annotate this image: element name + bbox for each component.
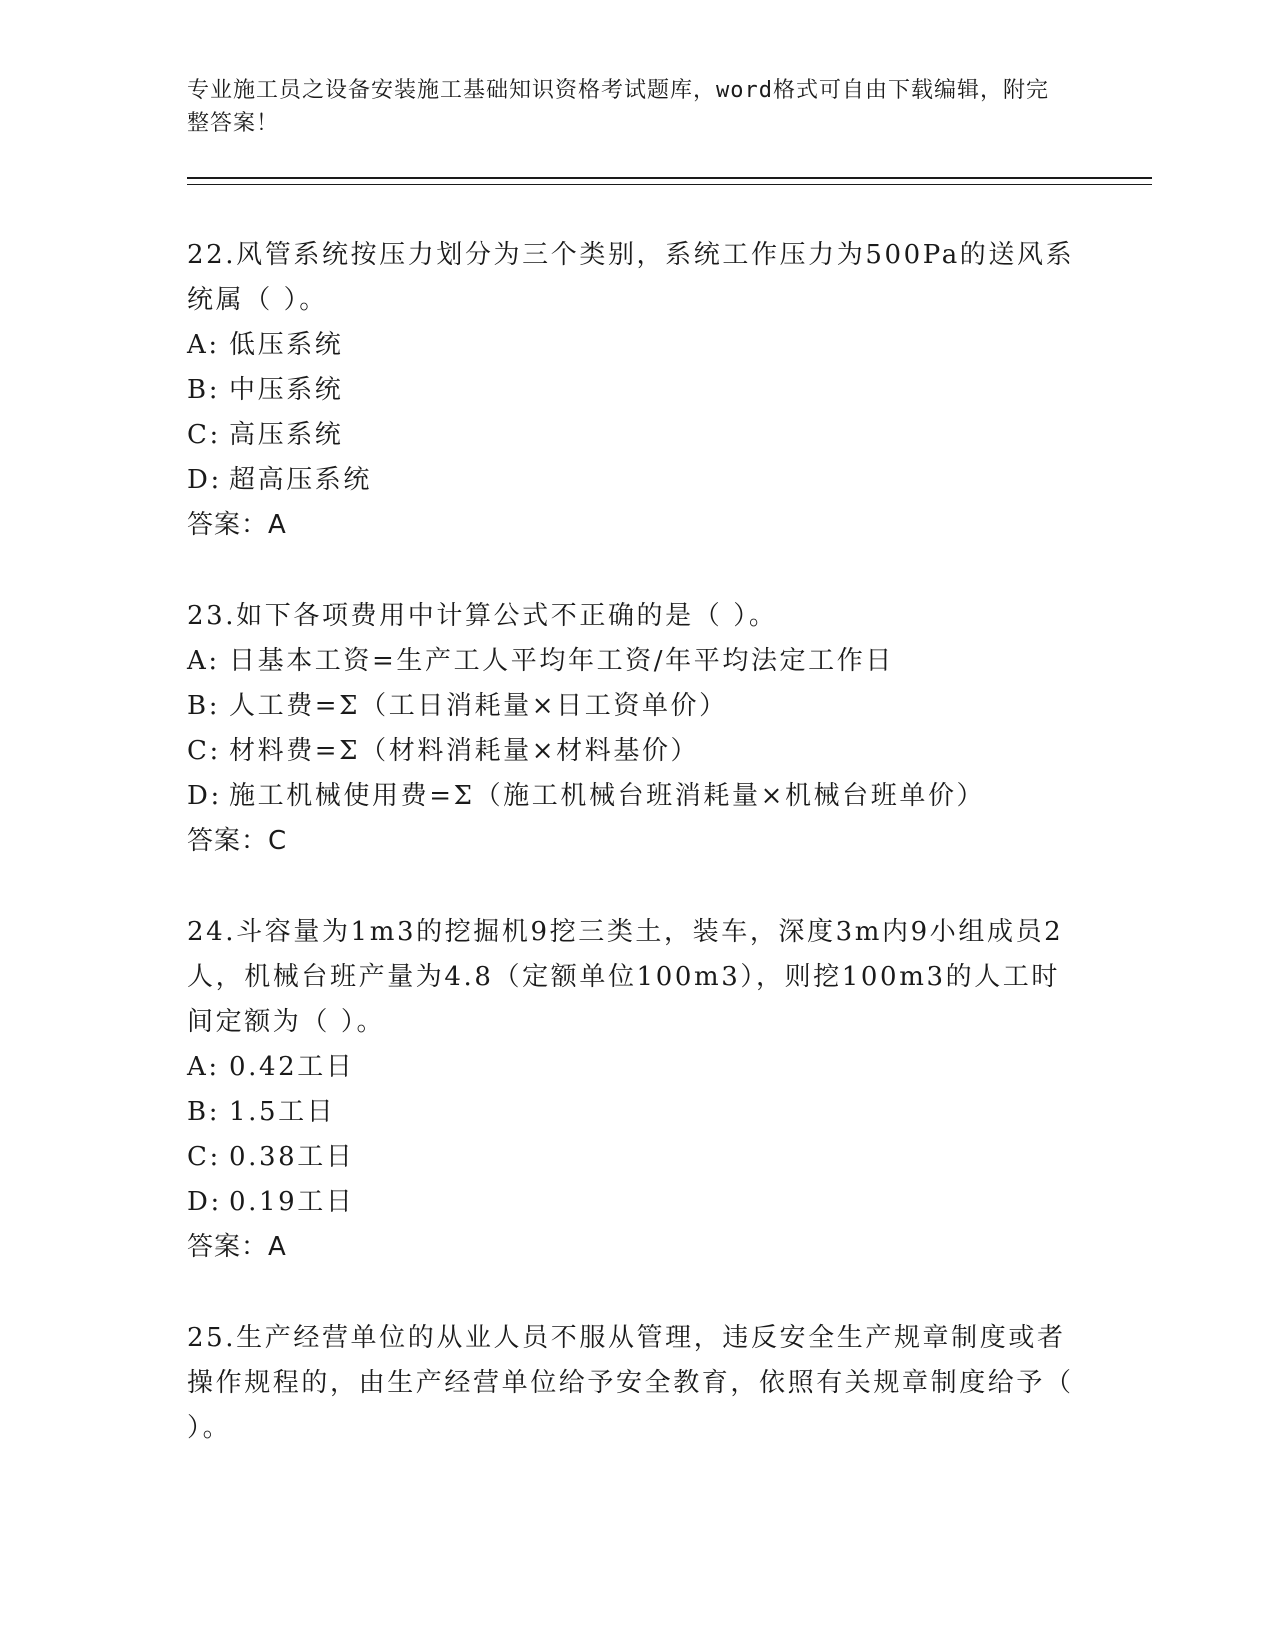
question-25 [187, 1316, 1087, 1451]
header-divider [187, 177, 1152, 185]
option-c [187, 729, 1087, 774]
option-c [187, 413, 1087, 458]
option-d [187, 774, 1087, 819]
option-text: 人工费=Σ（工日消耗量×日工资单价） [229, 691, 728, 721]
option-text: 中压系统 [229, 375, 344, 405]
option-b [187, 684, 1087, 729]
option-d [187, 458, 1087, 503]
option-letter: D: [187, 781, 222, 811]
option-text: 0.19工日 [229, 1187, 355, 1217]
option-c [187, 1135, 1087, 1180]
option-letter: C: [187, 1142, 221, 1172]
option-a [187, 639, 1087, 684]
option-letter: A: [187, 1052, 220, 1082]
option-letter: C: [187, 420, 221, 450]
option-d [187, 1180, 1087, 1225]
option-b [187, 368, 1087, 413]
option-text: 日基本工资=生产工人平均年工资/年平均法定工作日 [229, 646, 894, 676]
option-text: 0.38工日 [229, 1142, 355, 1172]
option-letter: D: [187, 465, 222, 495]
document-header: 专业施工员之设备安装施工基础知识资格考试题库，word格式可自由下载编辑，附完整答案！ [187, 78, 1049, 136]
option-text: 施工机械使用费=Σ（施工机械台班消耗量×机械台班单价） [229, 781, 986, 811]
option-text: 材料费=Σ（材料消耗量×材料基价） [229, 736, 700, 766]
question-list [187, 233, 1087, 1497]
option-b [187, 1090, 1087, 1135]
option-a [187, 1045, 1087, 1090]
answer-line: 答案：C [187, 826, 288, 856]
question-stem: 23.如下各项费用中计算公式不正确的是（ ）。 [187, 601, 778, 631]
question-stem: 25.生产经营单位的从业人员不服从管理，违反安全生产规章制度或者操作规程的，由生产经营单位给予安全教育，依照有关规章制度给予（ ）。 [187, 1323, 1074, 1443]
question-23 [187, 594, 1087, 864]
option-letter: B: [187, 375, 221, 405]
option-letter: A: [187, 330, 220, 360]
question-22 [187, 233, 1087, 548]
option-letter: B: [187, 691, 221, 721]
option-text: 1.5工日 [229, 1097, 336, 1127]
option-letter: A: [187, 646, 220, 676]
question-stem: 22.风管系统按压力划分为三个类别，系统工作压力为500Pa的送风系统属（ ）。 [187, 240, 1075, 315]
option-a [187, 323, 1087, 368]
option-letter: D: [187, 1187, 222, 1217]
answer-line: 答案：A [187, 1232, 287, 1262]
option-letter: C: [187, 736, 221, 766]
question-24 [187, 910, 1087, 1270]
option-text: 超高压系统 [229, 465, 373, 495]
option-text: 0.42工日 [229, 1052, 355, 1082]
answer-line: 答案：A [187, 510, 287, 540]
option-text: 低压系统 [229, 330, 344, 360]
option-text: 高压系统 [229, 420, 344, 450]
question-stem: 24.斗容量为1m3的挖掘机9挖三类土，装车，深度3m内9小组成员2人，机械台班产量为4.8（定额单位100m3），则挖100m3的人工时间定额为（ ）。 [187, 917, 1064, 1037]
option-letter: B: [187, 1097, 221, 1127]
